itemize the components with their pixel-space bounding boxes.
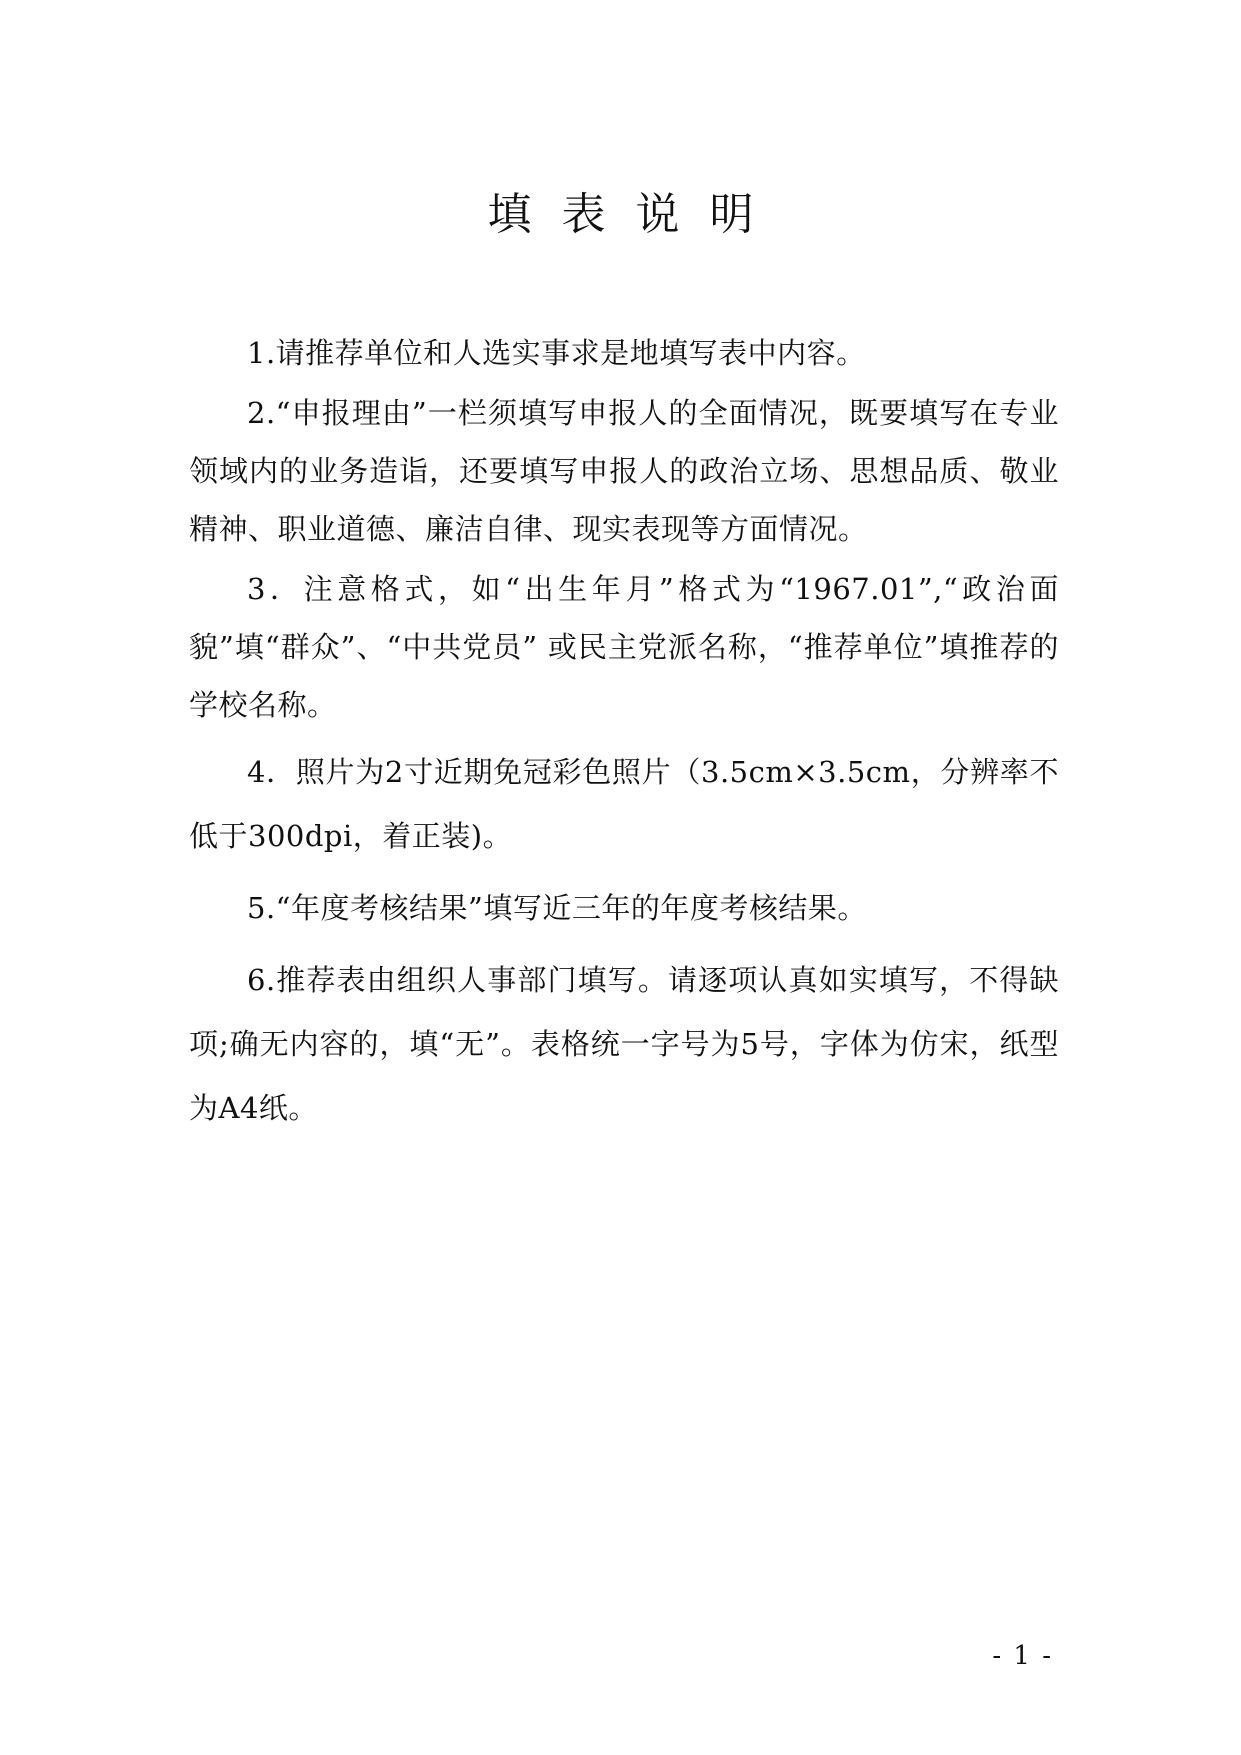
instruction-item-1: 1.请推荐单位和人选实事求是地填写表中内容。	[247, 336, 866, 370]
page-number: - 1 -	[992, 1641, 1053, 1671]
instructions-list	[189, 324, 1059, 1140]
page-title: 填表说明	[487, 189, 784, 240]
instruction-item-3: 3．注意格式，如“出生年月”格式为“1967.01”,“政治面貌”填“群众”、“中共党员” 或民主党派名称，“推荐单位”填推荐的学校名称。	[189, 572, 1059, 722]
instruction-item-2: 2.“申报理由”一栏须填写申报人的全面情况，既要填写在专业领域内的业务造诣，还要填写申报人的政治立场、思想品质、敬业精神、职业道德、廉洁自律、现实表现等方面情况。	[189, 396, 1059, 546]
instruction-item-5: 5.“年度考核结果”填写近三年的年度考核结果。	[247, 891, 867, 925]
instruction-item-6: 6.推荐表由组织人事部门填写。请逐项认真如实填写，不得缺项;确无内容的，填“无”。表格统一字号为5号，字体为仿宋，纸型为A4纸。	[189, 963, 1059, 1125]
instruction-item-4: 4．照片为2寸近期免冠彩色照片（3.5cm×3.5cm，分辨率不低于300dpi，着正装)。	[189, 755, 1059, 853]
